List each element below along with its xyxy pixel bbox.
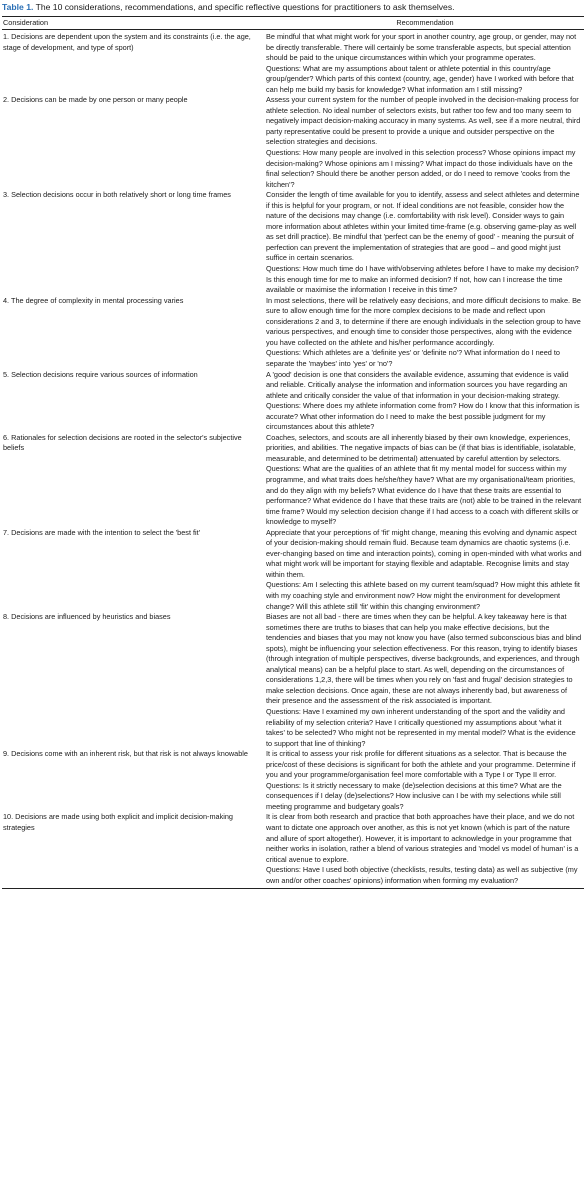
consideration-cell: 8. Decisions are influenced by heuristics and biases	[3, 612, 171, 622]
table-row	[2, 190, 584, 295]
consideration-cell: 3. Selection decisions occur in both relatively short or long time frames	[3, 190, 231, 200]
recommendation-cell	[266, 812, 584, 886]
recommendation-cell	[266, 32, 584, 95]
reflective-questions: Questions: Where does my athlete information come from? How do I know that this information is accurate? What other information do I need to make the best possible judgment for my circumstances about this athlete?	[266, 401, 580, 432]
header-rule	[2, 29, 584, 30]
consideration-cell: 2. Decisions can be made by one person or many people	[3, 95, 188, 105]
table-row	[2, 612, 584, 749]
recommendation-cell	[266, 370, 584, 433]
table-row	[2, 95, 584, 190]
reflective-questions: Questions: Is it strictly necessary to make (de)selection decisions at this time? What are the consequences if I delay (de)selections? How inclusive can I be with my selections while still meeting programme and budgetary goals?	[266, 780, 562, 811]
recommendation-text: Assess your current system for the number of people involved in the decision-making process for athlete selection. No ideal number of selectors exists, but rather too few and too many seem to negatively impact decision-making accuracy in many systems. As well, see if a more neutral, third party representative could be present to provide a unique and outsider perspective on the selection strategies and decisions.	[266, 95, 581, 147]
reflective-questions: Questions: How many people are involved in this selection process? Whose opinions impact my decision-making? Whose opinions am I missing? What impact do those individuals have on the final selection? Should there be another person added, or do I need to remove 'cooks from the kitchen'?	[266, 148, 576, 189]
table-label: Table 1.	[2, 2, 34, 12]
header-recommendation: Recommendation	[396, 18, 454, 27]
recommendation-text: In most selections, there will be relatively easy decisions, and more difficult decisions to make. Be sure to allow enough time for the more complex decisions to be made and reflect upon considerations 2 and 3, to determine if there are enough individuals in the selection group to have various perspectives, and enough time to consider those perspectives, along with the evidence you have collected on the athlete and his/her performance accordingly.	[266, 295, 581, 347]
recommendation-text: Biases are not all bad - there are times when they can be helpful. A key takeaway here is that sometimes there are truths to biases that can help you make effective decisions, but the tendencies and biases that you may not know you have (also termed subconscious bias and blind spots), might be influencing your selection effectiveness. For this reason, trying to identify biases (through integration of multiple perspectives, diverse backgrounds, and experiences, and through analytical means) can be a helpful place to start. As well, depending on the circumstances of considerations 1,2,3, there will be times when you rely on 'fast and frugal' decision strategies to make selection decisions. Once again, these are not always inherently bad, but awareness of their presence and the assessment of the risk associated is important.	[266, 612, 582, 706]
reflective-questions: Questions: Am I selecting this athlete based on my current team/squad? How might this athlete fit with my coaching style and environment now? How might the environment for development change? Will this athlete still 'fit' within this changing environment?	[266, 580, 580, 611]
table-row	[2, 296, 584, 370]
table-row	[2, 812, 584, 886]
reflective-questions: Questions: Have I used both objective (checklists, results, testing data) as well as subjective (my own and/or other coaches' opinions) information when forming my evaluation?	[266, 865, 578, 885]
recommendation-cell	[266, 749, 584, 812]
recommendation-cell	[266, 528, 584, 612]
consideration-cell: 1. Decisions are dependent upon the system and its constraints (i.e. the age, stage of development, and type of sport)	[3, 32, 251, 52]
bottom-rule	[2, 888, 584, 889]
table-row	[2, 528, 584, 612]
consideration-cell: 9. Decisions come with an inherent risk, but that risk is not always knowable	[3, 749, 248, 759]
table-body	[2, 32, 584, 886]
consideration-cell: 7. Decisions are made with the intention to select the 'best fit'	[3, 527, 201, 537]
table-caption	[2, 2, 584, 13]
consideration-cell: 10. Decisions are made using both explicit and implicit decision-making strategies	[3, 812, 233, 833]
reflective-questions: Questions: Have I examined my own inherent understanding of the sport and the validity and reliability of my selection criteria? Have I critically questioned my assumptions about 'what it takes' to be selected? Who might not be represented in my mental model? What is the evidence to support that line of thinking?	[266, 707, 576, 748]
recommendation-text: A 'good' decision is one that considers the available evidence, assuming that evidence is valid and reliable. Critically analyse the information and information sources you have regarding an athlete and critically consider the value of that information in your decision-making strategy.	[266, 369, 569, 400]
consideration-cell: 6. Rationales for selection decisions are rooted in the selector's subjective beliefs	[3, 432, 242, 453]
recommendation-text: It is clear from both research and practice that both approaches have their place, and we do not want to dictate one approach over another, as this is not yet known (which is part of the nature and allure of sport altogether). However, it is important to acknowledge in your programme that neither works in isolation, rather a blend of various strategies and 'model vs model of human' is a critical avenue to explore.	[266, 812, 579, 864]
recommendation-text: Coaches, selectors, and scouts are all inherently biased by their own knowledge, experiences, priorities, and abilities. The negative impacts of bias can be (if that bias is identifiable, isolatable, measurable, and determined to be detrimental) attenuated by careful attention by selectors.	[266, 432, 576, 463]
table-row	[2, 749, 584, 812]
recommendation-cell	[266, 433, 584, 528]
recommendation-text: It is critical to assess your risk profile for different situations as a selector. That is because the price/cost of these decisions is significant for both the athlete and your programme. Determine if you and your programme/organisation feel more comfortable with a Type I or Type II error.	[266, 749, 576, 780]
reflective-questions: Questions: Which athletes are a 'definite yes' or 'definite no'? What information do I need to separate the 'maybes' into 'yes' or 'no'?	[266, 348, 560, 368]
reflective-questions: Questions: What are the qualities of an athlete that fit my mental model for success within my programme, and what traits does he/she/they have? What are my organisational/team priorities, and do they align with my beliefs? What evidence do I have that these traits are essential to performance? What evidence do I have that these traits are (not) able to be trained in the relevant time frame? Would my selection decision change if I had access to a coach with different skills or knowledge to myself?	[266, 464, 582, 527]
header-consideration: Consideration	[3, 18, 49, 27]
recommendation-cell	[266, 95, 584, 190]
reflective-questions: Questions: What are my assumptions about talent or athlete potential in this country/age group/gender? Which parts of this context (country, age, gender) have I worked with before that can help me build my basis for knowledge? What information am I still missing?	[266, 63, 574, 94]
table-caption-text: The 10 considerations, recommendations, and specific reflective questions for practitioners to ask themselves.	[33, 2, 455, 12]
table-row	[2, 32, 584, 95]
recommendation-cell	[266, 190, 584, 295]
reflective-questions: Questions: How much time do I have with/observing athletes before I have to make my decision? Is this enough time for me to make an informed decision? If not, how can I increase the time available or maximise the information I receive in this time?	[266, 264, 579, 295]
recommendation-cell	[266, 612, 584, 749]
recommendation-text: Appreciate that your perceptions of 'fit' might change, meaning this evolving and dynamic aspect of your decision-making should remain fluid. Because team dynamics are chaotic systems (i.e. ever-changing based on time and interaction points), coming in open-minded with what works and what might work will be important for staying flexible and adaptable. Recognise limits and stay within them.	[266, 527, 582, 579]
consideration-cell: 4. The degree of complexity in mental processing varies	[3, 295, 184, 305]
recommendation-text: Be mindful that what might work for your sport in another country, age group, or gender, may not be directly transferable. There will certainly be some transferable aspects, but special attention should be paid to the unique circumstances within which your programme operates.	[266, 32, 577, 63]
recommendation-text: Consider the length of time available for you to identify, assess and select athletes and determine if this is helpful for your program, or not. If ideal conditions are not feasible, consider how the nature of the decisions may change (i.e. comfortability with risk level). Consider ways to gain more information about athletes within your limited time-frame (e.g. observing game-play as well as set drill practice). Be mindful that 'perfect can be the enemy of good' - meaning the pursuit of perfection can prevent the implementation of strategies that are good – and good might just suffice in certain scenarios.	[266, 190, 580, 263]
consideration-cell: 5. Selection decisions require various sources of information	[3, 369, 198, 379]
table-page	[0, 2, 586, 1202]
recommendation-cell	[266, 296, 584, 370]
table-row	[2, 370, 584, 433]
table-row	[2, 433, 584, 528]
table-header	[2, 17, 584, 29]
